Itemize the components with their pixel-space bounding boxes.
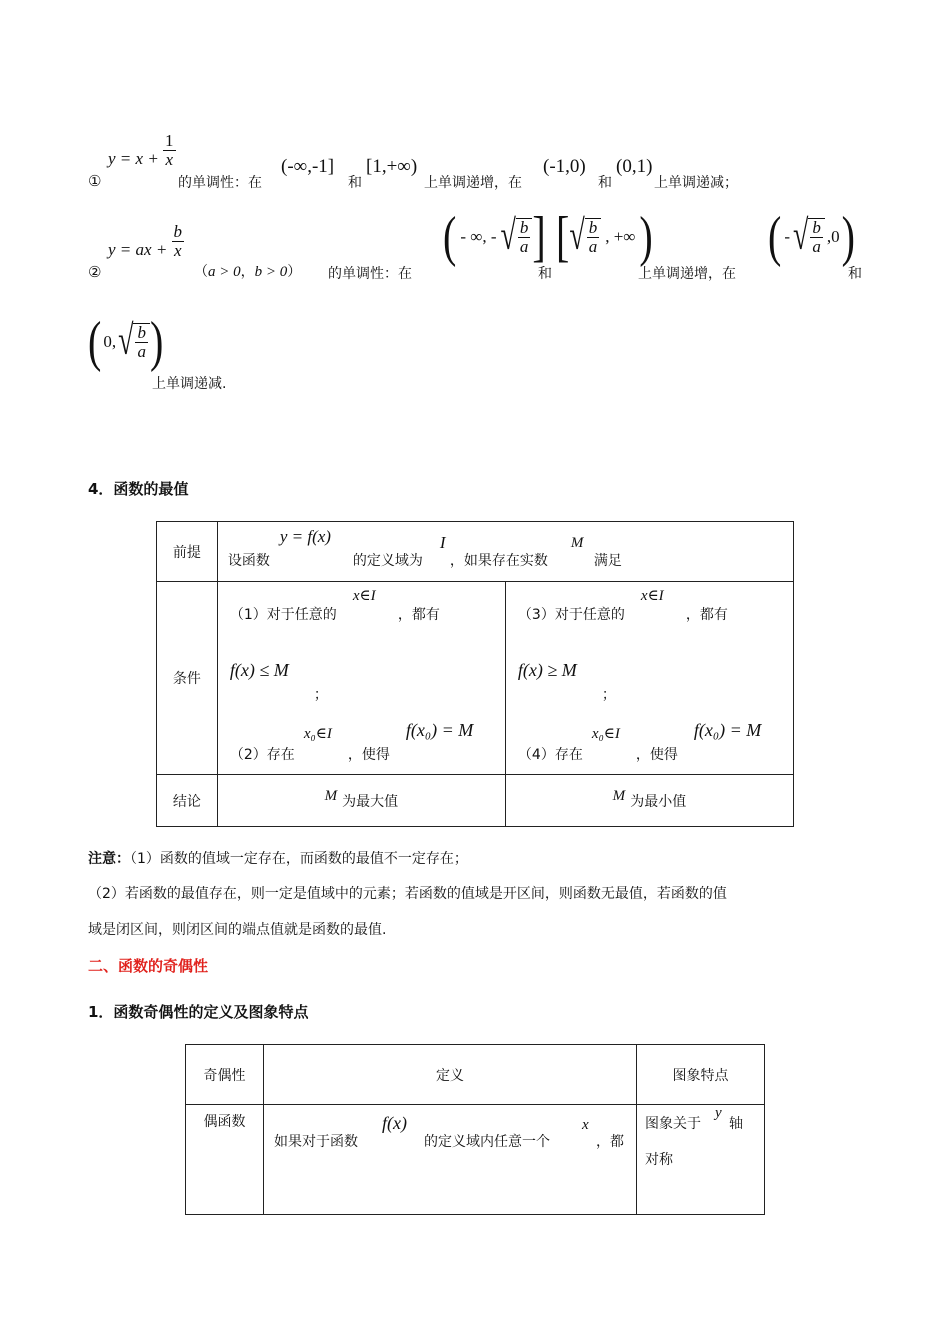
- extremum-table: [156, 521, 794, 827]
- part-2-heading: 二、函数的奇偶性: [88, 957, 209, 975]
- item-1: [88, 131, 868, 194]
- part-2-subheading: 1．函数奇偶性的定义及图象特点: [88, 1003, 309, 1021]
- cond-a: a > 0: [208, 264, 241, 280]
- row-conclusion-label: 结论: [157, 775, 218, 827]
- section-4-heading: 4．函数的最值: [88, 480, 189, 498]
- row-premise-content: 设函数 y = f(x) 的定义域为 I ，如果存在实数 M 满足: [217, 522, 793, 582]
- note-line-2: （2）若函数的最值存在，则一定是值域中的元素；若函数的值域是开区间，则函数无最值，若函数的值: [88, 886, 727, 902]
- row-condition-max: （1）对于任意的 x∈I ，都有 f(x) ≤ M ； （2）存在 x₀∈I ，使得 f(x₀) = M: [217, 582, 505, 775]
- item-1-interval-3: (-1,0): [543, 156, 586, 177]
- note-line-1: 注意：（1）函数的值域一定存在，而函数的最值不一定存在；: [88, 851, 468, 867]
- note-line-3: 域是闭区间，则闭区间的端点值就是函数的最值.: [88, 922, 387, 938]
- item-2-and-2: 和: [848, 266, 862, 282]
- row-conclusion-max: M 为最大值: [217, 775, 505, 827]
- row-condition-min: （3）对于任意的 x∈I ，都有 f(x) ≥ M ； （4）存在 x₀∈I ，使得 f(x₀) = M: [505, 582, 793, 775]
- parity-table: [185, 1044, 765, 1215]
- item-1-interval-4: (0,1): [616, 156, 653, 177]
- item-1-interval-1: (-∞,-1]: [281, 156, 335, 177]
- item-1-text-3: 上单调递减；: [654, 175, 738, 191]
- row-condition-label: 条件: [157, 582, 218, 775]
- item-1-interval-2: [1,+∞): [366, 156, 418, 177]
- item-2-interval-4: ( 0, √ $\frac{b}{a}$ ): [88, 309, 164, 373]
- even-definition: 如果对于函数 f(x) 的定义域内任意一个 x ，都: [264, 1105, 637, 1215]
- even-label: 偶函数: [186, 1105, 264, 1215]
- header-definition: 定义: [264, 1045, 637, 1105]
- cond-sep: ，: [240, 264, 255, 280]
- header-parity: 奇偶性: [186, 1045, 264, 1105]
- item-2-formula: y = ax + $\frac{b}{x}$: [108, 222, 183, 260]
- header-graph: 图象特点: [637, 1045, 765, 1105]
- item-2-interval-1: ( - ∞, - √ $\frac{b}{a}$ ]: [443, 204, 546, 268]
- item-2-and-1: 和: [538, 266, 552, 282]
- item-2-interval-3: ( - √ $\frac{b}{a}$ ,0 ): [768, 204, 855, 268]
- item-1-marker: ①: [88, 172, 102, 190]
- row-premise-label: 前提: [157, 522, 218, 582]
- item-1-text-1: 的单调性：在: [178, 175, 262, 191]
- item-2-interval-2: [ √ $\frac{b}{a}$ , +∞ ): [556, 204, 653, 268]
- even-graph: 图象关于 y 轴 对称: [637, 1105, 765, 1215]
- item-2-text-3: 上单调递减.: [152, 376, 227, 392]
- cond-close: ）: [287, 264, 302, 280]
- item-1-text-2: 上单调递增，在: [424, 175, 522, 191]
- item-1-formula: y = x + $\frac{1}{x}$: [108, 131, 174, 169]
- item-2-cond: [194, 261, 301, 281]
- row-conclusion-min: M 为最小值: [505, 775, 793, 827]
- item-1-and-2: 和: [598, 175, 612, 191]
- item-2: [88, 204, 878, 290]
- item-2-text-1: 的单调性：在: [328, 266, 412, 282]
- cond-open: （: [194, 264, 208, 280]
- item-2-text-2: 上单调递增，在: [638, 266, 736, 282]
- item-1-and-1: 和: [348, 175, 362, 191]
- item-2-marker: ②: [88, 263, 102, 281]
- cond-b: b > 0: [254, 264, 288, 280]
- item-2-cont: [88, 309, 388, 392]
